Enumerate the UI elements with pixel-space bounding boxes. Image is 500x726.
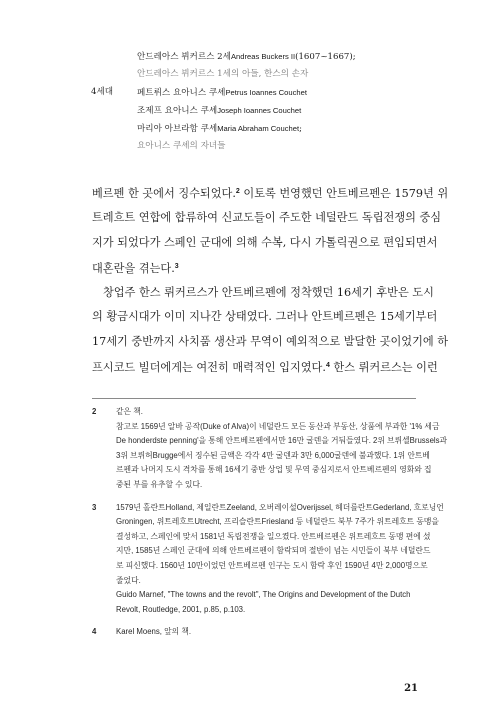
person-latin-name: Andreas Buckers II bbox=[230, 52, 296, 61]
footnote-text: 같은 책. 참고로 1569년 알바 공작(Duke of Alva)이 네덜란드 모든 동산과 부동산, 상품에 부과한 '1% 세금 De honderdste penning'을 통해 안트베르펜에서만 16만 굴덴을 거둬들였다. 2위 브뤼셀Brussels과 3위 브뤼허Brugge에서 징수된 금액은 각각 4만 굴덴과 3만 6,000굴덴에 불과했다. 1위 안트베 르펜과 나머지 도시 격차를 통해 16세기 중반 상업 및 무역 중심지로서 안트베르펜의 영화와 집 중된 부를 유추할 수 있다. bbox=[116, 407, 448, 489]
footnote bbox=[92, 405, 448, 493]
person-name: 페트뤼스 요아니스 쿠셰 bbox=[137, 87, 226, 98]
genealogy-row bbox=[91, 84, 421, 102]
person-note: 안드레아스 뷔커르스 1세의 아들, 한스의 손자 bbox=[137, 69, 309, 80]
genealogy-row bbox=[91, 102, 421, 120]
person-name: 안드레아스 뷔커르스 2세 bbox=[137, 52, 231, 62]
generation-label bbox=[91, 138, 137, 155]
person-latin-name: Joseph Ioannes Couchet bbox=[217, 105, 302, 115]
footnote-ref[interactable]: 4 bbox=[325, 362, 330, 370]
body-line: 베르펜 한 곳에서 징수되었다.$^2$ 이토록 번영했던 안트베르펜은 1579년 위 bbox=[92, 187, 449, 200]
footnotes bbox=[92, 405, 448, 648]
footnote-number: 4 bbox=[92, 627, 97, 637]
genealogy-row bbox=[91, 66, 421, 83]
genealogy-list bbox=[91, 48, 421, 156]
person-dates: (1607~1667); bbox=[295, 52, 356, 62]
person-name: 마리아 아브라함 쿠셰 bbox=[137, 124, 218, 135]
body-text bbox=[92, 180, 449, 380]
body-line: 창업주 한스 뤼커르스가 안트베르펜에 정착했던 16세기 후반은 도시 bbox=[103, 286, 434, 300]
footnote-text: Karel Moens, 앞의 책. bbox=[116, 627, 192, 637]
genealogy-row bbox=[91, 138, 421, 155]
footnote-ref[interactable]: 2 bbox=[235, 188, 240, 195]
footnote bbox=[92, 501, 444, 618]
footnote-ref[interactable]: 3 bbox=[174, 262, 179, 270]
generation-label: 4세대 bbox=[91, 86, 114, 97]
body-line: 대혼란을 겪는다.$^3$ bbox=[92, 261, 179, 275]
body-line: 트레흐트 연합에 합류하여 신교도들이 주도한 네덜란드 독립전쟁의 중심 bbox=[92, 211, 442, 225]
footnote-text: 1579년 홀란트Holland, 제일란트Zeeland, 오버레이설Overijssel, 헤더를란트Gederland, 흐로닝언 Groningen, 위트레흐트Utrecht, 프리슬란트Friesland 등 네덜란드 북부 7주가 위트레흐트 동맹을 결성하고, 스페인에 맞서 1581년 독립전쟁을 일으켰다. 안트베르펜은 위트레흐트 동맹 편에 섰 지만, 1585년 스페인 군대에 의해 안트베르펜이 함락되며 절반이 넘는 시민들이 북부 네덜란드 로 피신했다. 1560년 10만이었던 안트베르펜 인구는 도시 함락 후인 1590년 4만 2,000명으로 줄었다. Guido Marnef, "The towns and the revolt", The Origins and Development of the Dutch Revolt, Routledge, 2001, p.85, p.103. bbox=[116, 502, 444, 614]
body-line: 의 황금시대가 이미 지나간 상태였다. 그러나 안트베르펜은 15세기부터 bbox=[92, 310, 438, 324]
footnote-divider bbox=[92, 398, 416, 399]
person-punct: ; bbox=[299, 124, 302, 135]
generation-label bbox=[91, 120, 137, 138]
page-number: 21 bbox=[404, 683, 418, 694]
genealogy-row bbox=[91, 48, 421, 66]
generation-label bbox=[91, 48, 137, 66]
generation-label bbox=[91, 102, 137, 120]
body-line: 지가 되었다가 스페인 군대에 의해 수복, 다시 가톨릭권으로 편입되면서 bbox=[92, 235, 438, 249]
genealogy-row bbox=[91, 120, 421, 138]
generation-label bbox=[91, 66, 137, 83]
footnote-number: 3 bbox=[92, 502, 97, 512]
person-latin-name: Maria Abraham Couchet bbox=[217, 124, 300, 134]
body-line: 17세기 중반까지 사치품 생산과 무역이 예외적으로 발달한 곳이었기에 하 bbox=[92, 334, 449, 348]
person-note: 요아니스 쿠셰의 자녀들 bbox=[137, 141, 226, 152]
body-line: 프시코드 빌더에게는 여전히 매력적인 입지였다.$^4$ 한스 뤼커르스는 이런 bbox=[92, 361, 438, 375]
person-latin-name: Petrus Ioannes Couchet bbox=[225, 87, 307, 97]
footnote-number: 2 bbox=[92, 407, 97, 416]
footnote bbox=[92, 625, 416, 640]
person-name: 조제프 요아니스 쿠셰 bbox=[137, 105, 218, 116]
